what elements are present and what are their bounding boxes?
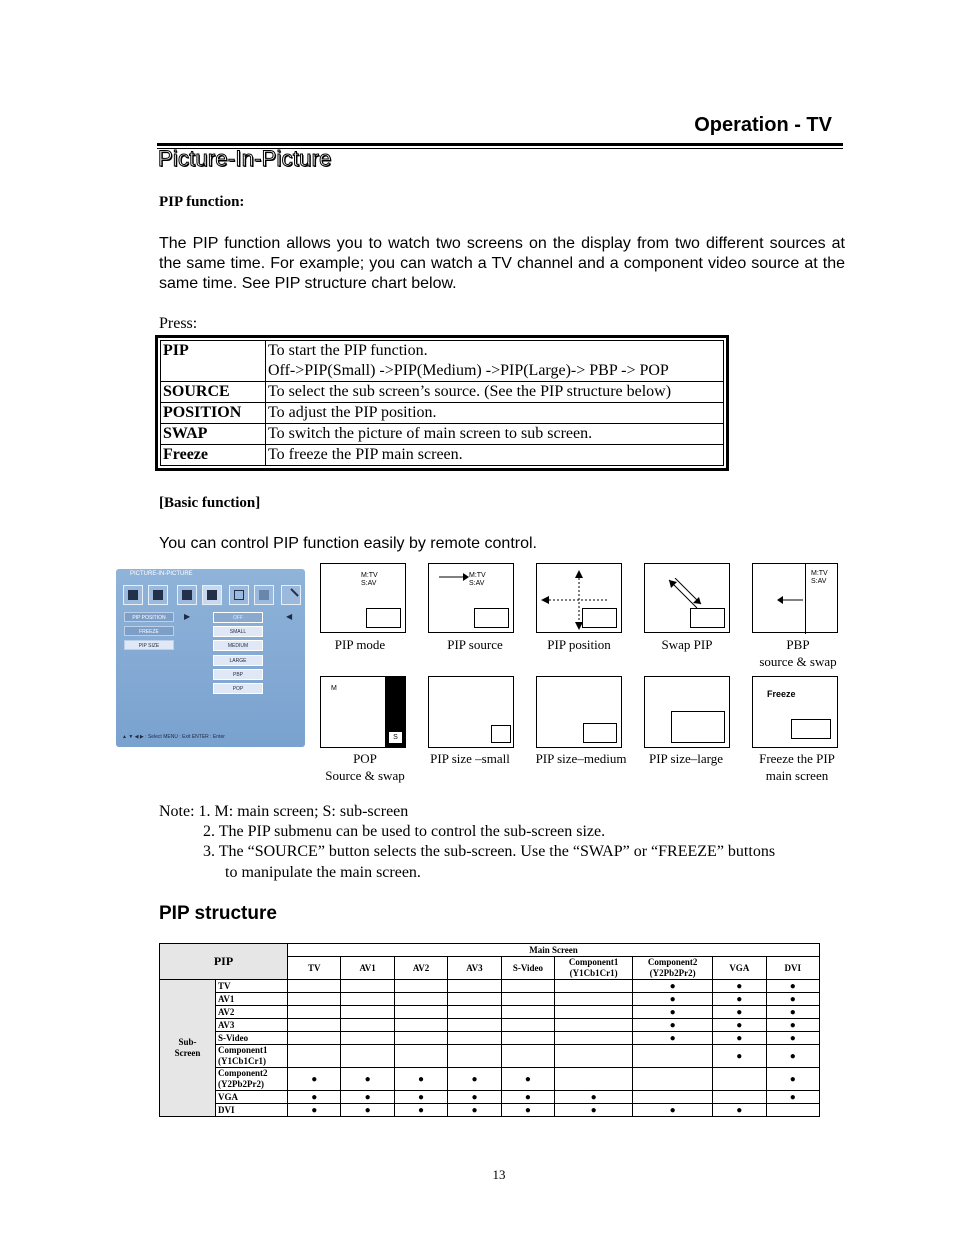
caption-pip-position: PIP position [547,637,611,652]
pbp-divider [805,564,806,634]
page-number: 13 [492,1167,506,1182]
key-desc: To select the sub screen’s source. (See the PIP structure below) [266,382,724,403]
key-desc: To adjust the PIP position. [266,403,724,424]
compat-cell: ● [633,1032,713,1045]
table-row [160,980,820,993]
compat-cell: ● [633,1019,713,1032]
osd-footer: ▲ ▼ ◀ ▶ : Select MENU : Exit ENTER : Enter [122,734,225,740]
table-row [160,1032,820,1045]
diagram-pbp [752,563,838,633]
key-row-swap [161,424,724,445]
compat-cell [394,1045,447,1068]
main-screen-header: Main Screen [288,944,820,957]
compat-cell: ● [713,1104,766,1117]
compat-cell [555,1032,633,1045]
caption-pop: POP Source & swap [325,751,405,783]
osd-left-arrow-icon: ◀ [286,612,293,621]
diagram-freeze [752,676,838,748]
table-row [160,1091,820,1104]
compat-cell [394,1019,447,1032]
osd-option: MEDIUM [213,640,263,651]
diagram-pip-source [428,563,514,633]
row-header: AV3 [216,1019,288,1032]
compat-cell [341,1032,394,1045]
osd-item-pip-size: PIP SIZE [124,640,174,650]
compat-cell: ● [633,993,713,1006]
osd-title: PICTURE-IN-PICTURE [130,571,193,577]
main-label: M:TV S:AV [469,572,486,587]
compat-cell [288,1045,341,1068]
picture-icon [123,585,143,605]
compat-cell [288,1006,341,1019]
caption-size-medium: PIP size–medium [535,751,627,766]
compat-cell [448,980,501,993]
setup-icon [281,585,301,605]
left-arrow-icon [777,594,803,606]
compat-cell [341,980,394,993]
caption-size-small: PIP size –small [430,751,510,766]
compat-cell [501,993,554,1006]
compat-cell [288,1019,341,1032]
compat-cell: ● [633,1006,713,1019]
main-label: M:TV S:AV [361,572,378,587]
row-header: S-Video [216,1032,288,1045]
compat-cell: ● [394,1104,447,1117]
compat-cell [501,1019,554,1032]
diagram-swap-pip [644,563,730,633]
compat-cell [501,1006,554,1019]
sub-screen-s: S [388,731,403,744]
audio-icon [177,585,197,605]
compat-cell [633,1068,713,1091]
row-header: TV [216,980,288,993]
main-screen-m: M [331,685,337,692]
compat-cell: ● [633,1104,713,1117]
compat-cell: ● [766,1019,819,1032]
row-header: DVI [216,1104,288,1117]
osd-option: OFF [213,612,263,623]
compat-cell [341,1019,394,1032]
main-label: M:TV S:AV [811,570,828,585]
caption-pbp: PBP source & swap [759,637,837,669]
page-title: Picture-In-Picture [158,146,332,171]
diagram-size-large [644,676,730,748]
osd-right-arrow-icon: ▶ [184,612,191,621]
key-desc [266,341,724,382]
compat-cell: ● [341,1104,394,1117]
column-header: S-Video [501,957,554,980]
compat-cell: ● [394,1068,447,1091]
compat-cell: ● [501,1104,554,1117]
compat-cell [501,1045,554,1068]
compat-cell [633,1045,713,1068]
compat-cell [501,980,554,993]
key-desc: To freeze the PIP main screen. [266,445,724,466]
column-header: AV1 [341,957,394,980]
note-line: Note: 1. M: main screen; S: sub-screen [159,803,409,820]
sub-screen-box [671,711,725,743]
compat-cell [394,980,447,993]
compat-cell: ● [501,1068,554,1091]
compat-cell: ● [713,980,766,993]
column-header: Component1 (Y1Cb1Cr1) [555,957,633,980]
key-name: PIP [161,341,266,382]
compat-cell [448,993,501,1006]
compat-cell [501,1032,554,1045]
sub-screen-box [582,608,617,628]
key-row-source [161,382,724,403]
column-header: DVI [766,957,819,980]
caption-swap-pip: Swap PIP [661,637,713,652]
compat-cell: ● [766,980,819,993]
section-header: Operation - TV [694,114,832,136]
compat-cell: ● [633,980,713,993]
pip-structure-heading: PIP structure [159,903,277,924]
row-header: VGA [216,1091,288,1104]
osd-item-freeze: FREEZE [124,626,174,636]
compat-cell [555,1068,633,1091]
compat-cell: ● [448,1068,501,1091]
compat-cell [394,1032,447,1045]
caption-pip-source: PIP source [447,637,503,652]
sub-screen-box [791,719,831,739]
table-row [160,1006,820,1019]
compat-cell [766,1104,819,1117]
osd-icon-bar [121,583,301,607]
right-arrow-icon [439,572,469,582]
sub-screen-box [474,608,509,628]
compat-cell [555,1006,633,1019]
compat-cell: ● [501,1091,554,1104]
sub-screen-box [366,608,401,628]
press-label: Press: [159,315,198,332]
compat-cell [713,1068,766,1091]
compat-cell: ● [448,1091,501,1104]
osd-option: LARGE [213,655,263,666]
compat-cell: ● [766,1091,819,1104]
compat-cell [341,993,394,1006]
compat-cell [448,1006,501,1019]
compat-cell: ● [341,1068,394,1091]
note-line: to manipulate the main screen. [225,864,421,881]
compat-cell: ● [766,1032,819,1045]
key-row-position [161,403,724,424]
diagram-size-small [428,676,514,748]
lock-icon [254,585,274,605]
compat-cell: ● [288,1104,341,1117]
pip-structure-table [159,943,820,1117]
key-table [155,335,729,471]
compat-cell: ● [713,1032,766,1045]
compat-cell: ● [555,1104,633,1117]
compat-cell [394,993,447,1006]
sub-screen-box [583,723,617,743]
diagram-size-medium [536,676,622,748]
row-header: AV1 [216,993,288,1006]
compat-cell: ● [766,1068,819,1091]
key-name: SOURCE [161,382,266,403]
compat-cell [555,1045,633,1068]
column-header: AV3 [448,957,501,980]
key-name: Freeze [161,445,266,466]
row-header: Component2 (Y2Pb2Pr2) [216,1068,288,1091]
table-row [160,1068,820,1091]
row-header: Component1 (Y1Cb1Cr1) [216,1045,288,1068]
compat-cell: ● [555,1091,633,1104]
caption-pip-mode: PIP mode [334,637,386,652]
row-header: AV2 [216,1006,288,1019]
diagram-pop [320,676,406,748]
compat-cell: ● [448,1104,501,1117]
key-desc-line: Off->PIP(Small) ->PIP(Medium) ->PIP(Large)-> PBP -> POP [268,362,669,379]
sub-screen-header: Sub- Screen [160,980,216,1117]
sub-screen-box [491,725,511,743]
compat-cell [448,1032,501,1045]
osd-option: PBP [213,669,263,680]
compat-cell: ● [288,1068,341,1091]
compat-cell: ● [766,1045,819,1068]
compat-cell: ● [766,1006,819,1019]
table-row [160,1104,820,1117]
table-row [160,1045,820,1068]
column-header: TV [288,957,341,980]
pip-icon [202,585,222,605]
compat-cell [288,980,341,993]
compat-cell [288,993,341,1006]
osd-option: POP [213,683,263,694]
tools-icon [229,585,249,605]
pip-color-icon [148,585,168,605]
pip-function-heading: PIP function: [159,194,245,210]
key-name: SWAP [161,424,266,445]
compat-cell [288,1032,341,1045]
column-header: Component2 (Y2Pb2Pr2) [633,957,713,980]
table-row [160,1019,820,1032]
compat-cell: ● [394,1091,447,1104]
key-row-pip [161,341,724,382]
sub-screen-box [690,608,725,628]
basic-function-heading: [Basic function] [159,495,261,511]
compat-cell: ● [766,993,819,1006]
column-header: AV2 [394,957,447,980]
compat-cell [633,1091,713,1104]
key-desc: To switch the picture of main screen to sub screen. [266,424,724,445]
pip-intro-paragraph: The PIP function allows you to watch two screens on the display from two different sources at the same time. For example; you can watch a TV channel and a component video source at the same time. See PIP structure chart below. [159,235,845,292]
caption-freeze: Freeze the PIP main screen [759,751,835,783]
compat-cell [448,1019,501,1032]
compat-cell [341,1006,394,1019]
compat-cell [394,1006,447,1019]
key-row-freeze [161,445,724,466]
osd-option: SMALL [213,626,263,637]
compat-cell: ● [713,1045,766,1068]
column-header: VGA [713,957,766,980]
basic-function-text: You can control PIP function easily by remote control. [159,535,537,552]
caption-size-large: PIP size–large [648,751,723,766]
note-line: 3. The “SOURCE” button selects the sub-screen. Use the “SWAP” or “FREEZE” buttons [203,843,776,860]
compat-cell: ● [713,993,766,1006]
pip-header-cell [160,944,288,980]
freeze-label: Freeze [767,689,796,699]
compat-cell [448,1045,501,1068]
osd-item-pip-position: PIP POSITION [124,612,174,622]
diagram-pip-position [536,563,622,633]
compat-cell [555,993,633,1006]
pip-header-label: PIP [213,954,234,968]
note-line: 2. The PIP submenu can be used to control the sub-screen size. [203,823,606,840]
compat-cell: ● [713,1006,766,1019]
compat-cell [341,1045,394,1068]
compat-cell: ● [288,1091,341,1104]
key-name: POSITION [161,403,266,424]
key-desc-line: To start the PIP function. [268,342,428,359]
compat-cell [713,1091,766,1104]
diagram-pip-mode [320,563,406,633]
pip-osd-menu-image [116,569,305,747]
compat-cell: ● [713,1019,766,1032]
compat-cell [555,1019,633,1032]
compat-cell: ● [341,1091,394,1104]
table-row [160,993,820,1006]
compat-cell [555,980,633,993]
